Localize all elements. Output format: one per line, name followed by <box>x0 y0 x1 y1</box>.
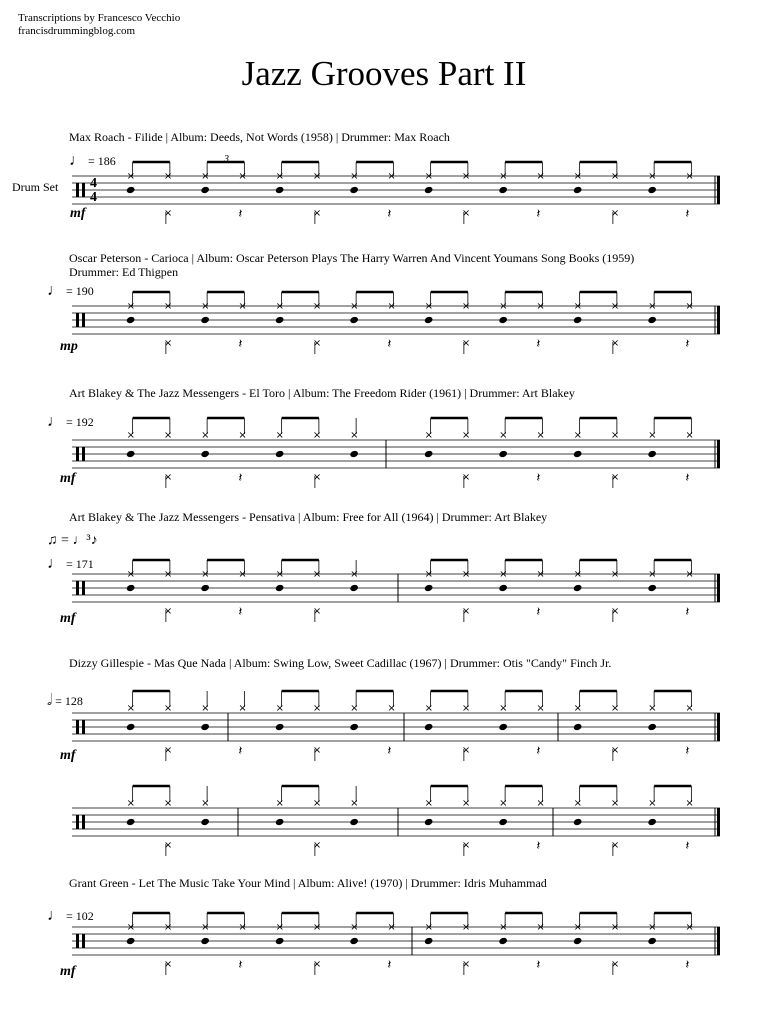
cymbal-note: × <box>126 569 136 580</box>
percussion-clef <box>76 447 79 461</box>
quarter-rest: 𝄽 <box>536 839 541 854</box>
cymbal-note: × <box>312 301 322 312</box>
final-barline <box>717 927 720 955</box>
cymbal-note: × <box>350 922 359 933</box>
hihat-foot-note: × <box>461 840 471 851</box>
cymbal-note: × <box>648 569 657 580</box>
cymbal-note: × <box>499 922 508 933</box>
hihat-foot-note: × <box>610 472 620 483</box>
snare-note <box>126 450 136 458</box>
quarter-rest: 𝄽 <box>387 958 392 973</box>
snare-note <box>424 937 434 945</box>
piece-6-caption: Grant Green - Let The Music Take Your Mind | Album: Alive! (1970) | Drummer: Idris Muhammad <box>69 876 547 890</box>
snare-note <box>424 584 434 592</box>
snare-note <box>647 316 657 324</box>
cymbal-note: × <box>163 798 173 809</box>
piece-6-tempo: ♩ = 102 <box>47 907 94 924</box>
cymbal-note: × <box>499 430 508 441</box>
hihat-foot-note: × <box>163 338 173 349</box>
hihat-foot-note: × <box>461 606 471 617</box>
cymbal-note: × <box>499 703 508 714</box>
cymbal-note: × <box>201 922 210 933</box>
percussion-clef <box>82 581 85 595</box>
instrument-label: Drum Set <box>12 180 59 194</box>
cymbal-note: × <box>126 430 136 441</box>
hihat-foot-note: × <box>610 959 620 970</box>
cymbal-note: × <box>685 922 694 933</box>
cymbal-note: × <box>536 171 545 182</box>
cymbal-note: × <box>238 703 247 714</box>
cymbal-note: × <box>648 430 657 441</box>
quarter-rest: 𝄽 <box>238 605 243 620</box>
cymbal-note: × <box>648 922 657 933</box>
cymbal-note: × <box>610 301 620 312</box>
quarter-note-icon: ♩ <box>47 282 63 299</box>
percussion-clef <box>82 934 85 948</box>
cymbal-note: × <box>387 922 396 933</box>
percussion-clef <box>82 313 85 327</box>
quarter-rest: 𝄽 <box>238 471 243 486</box>
quarter-rest: 𝄽 <box>387 337 392 352</box>
cymbal-note: × <box>499 569 508 580</box>
hihat-foot-note: × <box>312 606 322 617</box>
hihat-foot-note: × <box>312 472 322 483</box>
snare-note <box>275 937 285 945</box>
snare-note <box>573 316 583 324</box>
snare-note <box>498 723 508 731</box>
cymbal-note: × <box>163 430 173 441</box>
cymbal-note: × <box>648 171 657 182</box>
hihat-foot-note: × <box>312 959 322 970</box>
snare-note <box>200 450 210 458</box>
cymbal-note: × <box>499 798 508 809</box>
cymbal-note: × <box>573 430 583 441</box>
percussion-clef <box>82 447 85 461</box>
snare-note <box>126 937 136 945</box>
quarter-rest: 𝄽 <box>387 207 392 222</box>
piece-4-caption: Art Blakey & The Jazz Messengers - Pensativa | Album: Free for All (1964) | Drummer: Art Blakey <box>69 510 548 524</box>
cymbal-note: × <box>648 301 657 312</box>
quarter-rest: 𝄽 <box>685 337 690 352</box>
cymbal-note: × <box>610 569 620 580</box>
snare-note <box>498 584 508 592</box>
cymbal-note: × <box>163 171 173 182</box>
cymbal-note: × <box>201 171 210 182</box>
percussion-clef <box>76 720 79 734</box>
cymbal-note: × <box>536 301 545 312</box>
piece-1-caption: Max Roach - Filide | Album: Deeds, Not Words (1958) | Drummer: Max Roach <box>69 130 450 144</box>
time-signature <box>90 176 97 205</box>
cymbal-note: × <box>685 301 694 312</box>
hihat-foot-note: × <box>312 840 322 851</box>
cymbal-note: × <box>350 798 359 809</box>
cymbal-note: × <box>238 922 247 933</box>
cymbal-note: × <box>350 569 359 580</box>
hihat-foot-note: × <box>461 472 471 483</box>
quarter-rest: 𝄽 <box>685 605 690 620</box>
cymbal-note: × <box>275 703 285 714</box>
cymbal-note: × <box>275 922 285 933</box>
percussion-clef <box>76 581 79 595</box>
snare-note <box>275 723 285 731</box>
quarter-rest: 𝄽 <box>238 958 243 973</box>
quarter-rest: 𝄽 <box>685 958 690 973</box>
hihat-foot-note: × <box>312 208 322 219</box>
quarter-rest: 𝄽 <box>536 605 541 620</box>
cymbal-note: × <box>536 922 545 933</box>
snare-note <box>573 937 583 945</box>
hihat-foot-note: × <box>163 472 173 483</box>
cymbal-note: × <box>573 798 583 809</box>
page-title: Jazz Grooves Part II <box>241 54 527 93</box>
cymbal-note: × <box>312 922 322 933</box>
cymbal-note: × <box>163 703 173 714</box>
cymbal-note: × <box>163 569 173 580</box>
piece-3-caption: Art Blakey & The Jazz Messengers - El Toro | Album: The Freedom Rider (1961) | Drummer: Art Blakey <box>69 386 575 400</box>
cymbal-note: × <box>610 922 620 933</box>
cymbal-note: × <box>201 301 210 312</box>
cymbal-note: × <box>238 301 247 312</box>
cymbal-note: × <box>424 301 434 312</box>
snare-note <box>498 450 508 458</box>
cymbal-note: × <box>238 430 247 441</box>
cymbal-note: × <box>573 922 583 933</box>
cymbal-note: × <box>461 430 471 441</box>
cymbal-note: × <box>573 171 583 182</box>
hihat-foot-note: × <box>610 208 620 219</box>
quarter-rest: 𝄽 <box>536 958 541 973</box>
cymbal-note: × <box>126 171 136 182</box>
final-barline <box>717 306 720 334</box>
snare-note <box>573 723 583 731</box>
percussion-clef <box>76 313 79 327</box>
cymbal-note: × <box>275 301 285 312</box>
credit-line-1: Transcriptions by Francesco Vecchio <box>18 12 181 24</box>
final-barline <box>717 440 720 468</box>
snare-note <box>126 723 136 731</box>
cymbal-note: × <box>387 703 396 714</box>
snare-note <box>498 316 508 324</box>
quarter-note-icon: ♩ <box>47 413 63 430</box>
cymbal-note: × <box>387 171 396 182</box>
cymbal-note: × <box>126 922 136 933</box>
quarter-rest: 𝄽 <box>238 744 243 759</box>
snare-note <box>498 937 508 945</box>
cymbal-note: × <box>201 703 210 714</box>
cymbal-note: × <box>126 798 136 809</box>
quarter-note-icon: ♩ <box>47 555 63 572</box>
cymbal-note: × <box>536 430 545 441</box>
hihat-foot-note: × <box>610 338 620 349</box>
half-note-icon: 𝅗𝅥 <box>47 692 53 709</box>
cymbal-note: × <box>648 703 657 714</box>
cymbal-note: × <box>275 171 285 182</box>
quarter-rest: 𝄽 <box>536 471 541 486</box>
cymbal-note: × <box>387 301 396 312</box>
quarter-rest: 𝄽 <box>685 744 690 759</box>
cymbal-note: × <box>610 171 620 182</box>
piece-5-tempo: 𝅗𝅥 = 128 <box>47 692 83 709</box>
cymbal-note: × <box>610 798 620 809</box>
cymbal-note: × <box>163 301 173 312</box>
cymbal-note: × <box>424 171 434 182</box>
cymbal-note: × <box>312 171 322 182</box>
snare-note <box>349 584 359 592</box>
hihat-foot-note: × <box>461 338 471 349</box>
hihat-foot-note: × <box>610 606 620 617</box>
piece-5-dynamic: mf <box>60 748 76 763</box>
percussion-clef <box>82 815 85 829</box>
quarter-rest: 𝄽 <box>685 207 690 222</box>
hihat-foot-note: × <box>461 208 471 219</box>
cymbal-note: × <box>461 922 471 933</box>
cymbal-note: × <box>312 703 322 714</box>
cymbal-note: × <box>536 569 545 580</box>
hihat-foot-note: × <box>610 840 620 851</box>
cymbal-note: × <box>461 703 471 714</box>
piece-5-caption: Dizzy Gillespie - Mas Que Nada | Album: Swing Low, Sweet Cadillac (1967) | Drummer: Otis "Candy" Finch Jr. <box>69 656 612 670</box>
quarter-rest: 𝄽 <box>238 337 243 352</box>
hihat-foot-note: × <box>163 959 173 970</box>
hihat-foot-note: × <box>163 208 173 219</box>
cymbal-note: × <box>424 922 434 933</box>
hihat-foot-note: × <box>610 745 620 756</box>
quarter-note-icon: ♩ <box>69 152 85 169</box>
snare-note <box>275 186 285 194</box>
notation-marks <box>126 162 694 975</box>
piece-2-tempo: ♩ = 190 <box>47 282 94 299</box>
piece-4-swing-marking: ♫ = ♩³♪ <box>47 533 98 548</box>
hihat-foot-note: × <box>461 745 471 756</box>
snare-note <box>275 450 285 458</box>
piece-4-tempo: ♩ = 171 <box>47 555 94 572</box>
cymbal-note: × <box>238 171 247 182</box>
snare-note <box>200 186 210 194</box>
percussion-clef <box>76 183 79 197</box>
hihat-foot-note: × <box>312 745 322 756</box>
cymbal-note: × <box>461 301 471 312</box>
cymbal-note: × <box>685 171 694 182</box>
cymbal-note: × <box>499 171 508 182</box>
quarter-rest: 𝄽 <box>387 744 392 759</box>
piece-1-dynamic: mf <box>70 206 86 221</box>
cymbal-note: × <box>461 798 471 809</box>
snare-note <box>424 316 434 324</box>
cymbal-note: × <box>201 569 210 580</box>
snare-note <box>349 450 359 458</box>
cymbal-note: × <box>536 798 545 809</box>
final-barline <box>717 808 720 836</box>
cymbal-note: × <box>424 703 434 714</box>
cymbal-note: × <box>201 430 210 441</box>
final-barline <box>717 574 720 602</box>
quarter-rest: 𝄽 <box>685 839 690 854</box>
cymbal-note: × <box>312 569 322 580</box>
snare-note <box>424 450 434 458</box>
final-barline <box>717 176 720 204</box>
piece-2-caption: Oscar Peterson - Carioca | Album: Oscar Peterson Plays The Harry Warren And Vincent Youmans Song Books (1959) <box>69 251 635 265</box>
cymbal-note: × <box>573 703 583 714</box>
snare-note <box>349 937 359 945</box>
snare-note <box>573 186 583 194</box>
cymbal-note: × <box>685 798 694 809</box>
cymbal-note: × <box>350 171 359 182</box>
hihat-foot-note: × <box>461 959 471 970</box>
piece-6-dynamic: mf <box>60 964 76 979</box>
snare-note <box>573 584 583 592</box>
time-signature-bottom: 4 <box>90 190 97 205</box>
piece-2-dynamic: mp <box>60 339 78 354</box>
snare-note <box>275 584 285 592</box>
time-signature-top: 4 <box>90 176 97 191</box>
cymbal-note: × <box>610 430 620 441</box>
cymbal-note: × <box>536 703 545 714</box>
snare-note <box>647 584 657 592</box>
hihat-foot-note: × <box>312 338 322 349</box>
final-barline <box>717 713 720 741</box>
snare-note <box>647 450 657 458</box>
snare-note <box>349 818 359 826</box>
snare-note <box>647 937 657 945</box>
cymbal-note: × <box>350 301 359 312</box>
quarter-rest: 𝄽 <box>536 744 541 759</box>
snare-note <box>200 818 210 826</box>
quarter-rest: 𝄽 <box>536 207 541 222</box>
snare-note <box>573 818 583 826</box>
percussion-clef <box>76 815 79 829</box>
cymbal-note: × <box>648 798 657 809</box>
snare-note <box>200 937 210 945</box>
cymbal-note: × <box>126 703 136 714</box>
cymbal-note: × <box>350 430 359 441</box>
quarter-rest: 𝄽 <box>536 337 541 352</box>
snare-note <box>126 186 136 194</box>
snare-note <box>200 584 210 592</box>
snare-note <box>498 818 508 826</box>
cymbal-note: × <box>685 569 694 580</box>
cymbal-note: × <box>312 430 322 441</box>
piece-3-dynamic: mf <box>60 471 76 486</box>
snare-note <box>349 316 359 324</box>
cymbal-note: × <box>126 301 136 312</box>
cymbal-note: × <box>499 301 508 312</box>
snare-note <box>349 186 359 194</box>
percussion-clef <box>82 720 85 734</box>
snare-note <box>126 818 136 826</box>
cymbal-note: × <box>685 430 694 441</box>
credit-line-2: francisdrummingblog.com <box>18 25 136 37</box>
snare-note <box>275 316 285 324</box>
snare-note <box>647 818 657 826</box>
cymbal-note: × <box>424 430 434 441</box>
quarter-note-icon: ♩ <box>47 907 63 924</box>
snare-note <box>275 818 285 826</box>
snare-note <box>126 584 136 592</box>
cymbal-note: × <box>275 798 285 809</box>
cymbal-note: × <box>573 569 583 580</box>
cymbal-note: × <box>238 569 247 580</box>
quarter-rest: 𝄽 <box>685 471 690 486</box>
piece-3-tempo: ♩ = 192 <box>47 413 94 430</box>
percussion-clef <box>82 183 85 197</box>
hihat-foot-note: × <box>163 840 173 851</box>
cymbal-note: × <box>424 798 434 809</box>
snare-note <box>424 723 434 731</box>
cymbal-note: × <box>275 430 285 441</box>
cymbal-note: × <box>461 171 471 182</box>
hihat-foot-note: × <box>163 606 173 617</box>
cymbal-note: × <box>350 703 359 714</box>
snare-note <box>498 186 508 194</box>
cymbal-note: × <box>424 569 434 580</box>
piece-1-tempo: ♩ = 186 <box>69 152 116 169</box>
snare-note <box>126 316 136 324</box>
snare-note <box>200 316 210 324</box>
cymbal-note: × <box>685 703 694 714</box>
hihat-foot-note: × <box>163 745 173 756</box>
percussion-clef <box>76 934 79 948</box>
cymbal-note: × <box>461 569 471 580</box>
snare-note <box>647 723 657 731</box>
cymbal-note: × <box>275 569 285 580</box>
snare-note <box>573 450 583 458</box>
snare-note <box>424 186 434 194</box>
snare-note <box>424 818 434 826</box>
cymbal-note: × <box>201 798 210 809</box>
piece-4-dynamic: mf <box>60 611 76 626</box>
triplet-number: 3 <box>224 154 229 165</box>
cymbal-note: × <box>573 301 583 312</box>
cymbal-note: × <box>163 922 173 933</box>
cymbal-note: × <box>312 798 322 809</box>
quarter-rest: 𝄽 <box>238 207 243 222</box>
snare-note <box>647 186 657 194</box>
snare-note <box>349 723 359 731</box>
snare-note <box>200 723 210 731</box>
cymbal-note: × <box>610 703 620 714</box>
piece-2-caption-drummer: Drummer: Ed Thigpen <box>69 265 179 279</box>
